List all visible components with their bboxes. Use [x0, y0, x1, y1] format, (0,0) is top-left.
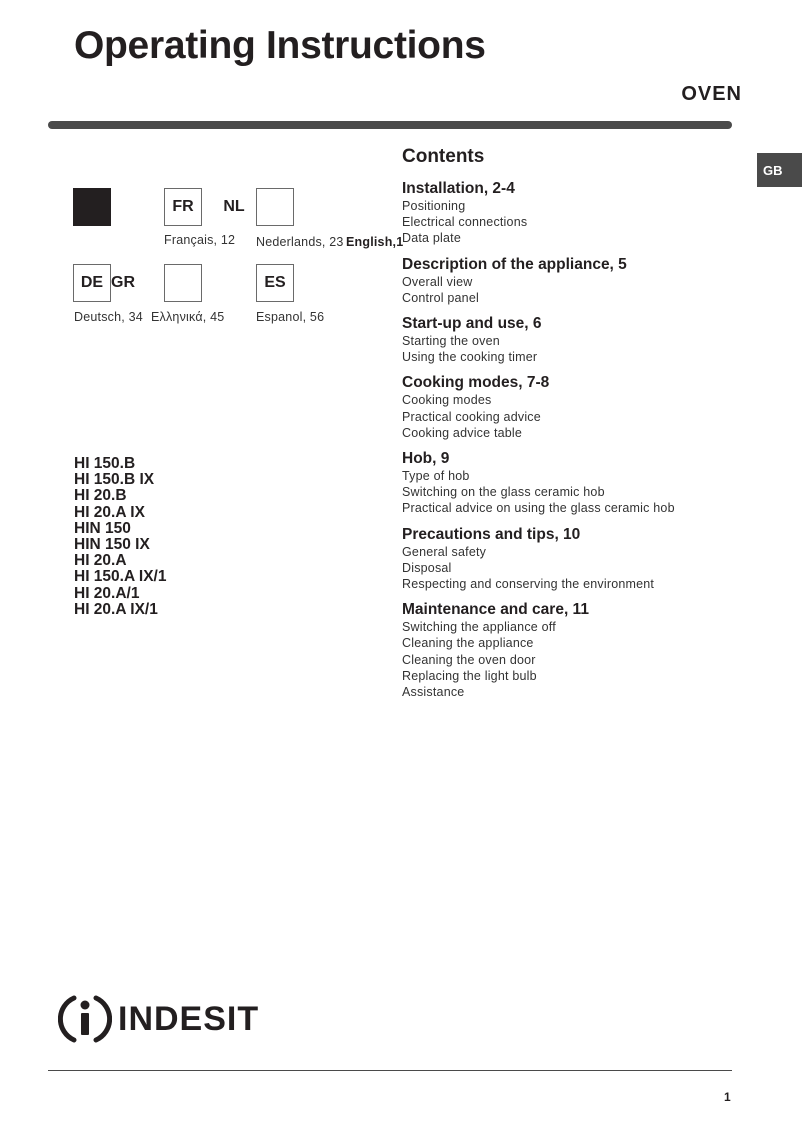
toc-item: Cooking advice table	[402, 425, 523, 440]
model-item: HIN 150 IX	[74, 536, 150, 554]
toc-section-title: Start-up and use, 6	[402, 315, 542, 333]
lang-box-de: DE	[73, 264, 111, 302]
model-item: HI 150.B	[74, 455, 136, 472]
toc-item: Assistance	[402, 685, 465, 700]
toc-item: Replacing the light bulb	[402, 668, 537, 683]
lang-box-es: ES	[256, 264, 294, 302]
toc-item: Electrical connections	[402, 215, 528, 230]
lang-label-en: English,1	[346, 235, 404, 249]
table-of-contents	[402, 146, 772, 709]
model-item: HI 20.A IX/1	[74, 600, 158, 618]
model-item: HI 20.A/1	[74, 584, 140, 602]
footer-divider	[48, 1070, 732, 1071]
brand-logo	[58, 992, 259, 1046]
toc-item: Overall view	[402, 274, 473, 289]
toc-section-maintenance	[402, 601, 772, 700]
model-item: HIN 150	[74, 519, 131, 537]
page-number: 1	[724, 1090, 731, 1104]
toc-item: Using the cooking timer	[402, 350, 538, 365]
lang-label-nl: Nederlands, 23	[256, 235, 344, 249]
toc-item: Cleaning the appliance	[402, 636, 534, 651]
toc-item: General safety	[402, 544, 487, 559]
toc-item: Cooking modes	[402, 393, 492, 408]
toc-item: Practical advice on using the glass ceramic hob	[402, 501, 675, 516]
contents-heading: Contents	[402, 146, 485, 167]
toc-section-title: Cooking modes, 7-8	[402, 374, 550, 392]
lang-box-empty	[256, 188, 294, 226]
toc-item: Disposal	[402, 560, 452, 575]
toc-item: Control panel	[402, 290, 479, 305]
toc-section-title: Installation, 2-4	[402, 180, 515, 197]
product-type: OVEN	[681, 83, 742, 105]
model-item: HI 20.A IX	[74, 503, 145, 521]
indesit-i-icon	[58, 992, 112, 1046]
toc-section-title: Precautions and tips, 10	[402, 525, 581, 543]
toc-section-precautions	[402, 526, 772, 593]
toc-item: Switching the appliance off	[402, 620, 556, 635]
toc-item: Type of hob	[402, 469, 470, 484]
toc-item: Switching on the glass ceramic hob	[402, 485, 605, 500]
language-tab: GB	[757, 153, 802, 187]
toc-section-startup	[402, 315, 772, 365]
header-divider	[48, 121, 732, 129]
brand-wordmark: INDESIT	[118, 999, 260, 1038]
toc-item: Data plate	[402, 231, 461, 246]
lang-box-empty-2	[164, 264, 202, 302]
lang-box-fr: FR	[164, 188, 202, 226]
lang-box-gr: GR	[111, 274, 135, 291]
model-item: HI 20.B	[74, 487, 127, 505]
toc-section-installation	[402, 180, 772, 247]
lang-label-gr: Ελληνικά, 45	[151, 310, 225, 324]
lang-label-fr: Français, 12	[164, 233, 236, 247]
model-item: HI 150.A IX/1	[74, 568, 167, 586]
toc-section-cooking-modes	[402, 374, 772, 441]
toc-section-description	[402, 256, 772, 306]
lang-label-es: Espanol, 56	[256, 310, 325, 324]
toc-section-hob	[402, 450, 772, 517]
model-item: HI 20.A	[74, 552, 127, 570]
toc-section-title: Hob, 9	[402, 450, 450, 468]
toc-item: Cleaning the oven door	[402, 652, 536, 667]
toc-item: Respecting and conserving the environment	[402, 577, 655, 592]
toc-item: Practical cooking advice	[402, 409, 541, 424]
lang-label-de: Deutsch, 34	[74, 310, 143, 324]
lang-box-nl: NL	[223, 198, 245, 215]
toc-item: Positioning	[402, 199, 466, 213]
lang-box-english	[73, 188, 111, 226]
model-item: HI 150.B IX	[74, 471, 155, 489]
toc-section-title: Description of the appliance, 5	[402, 255, 627, 273]
toc-section-title: Maintenance and care, 11	[402, 601, 589, 619]
page-title: Operating Instructions	[74, 24, 486, 67]
toc-item: Starting the oven	[402, 334, 500, 349]
model-list	[74, 456, 166, 618]
